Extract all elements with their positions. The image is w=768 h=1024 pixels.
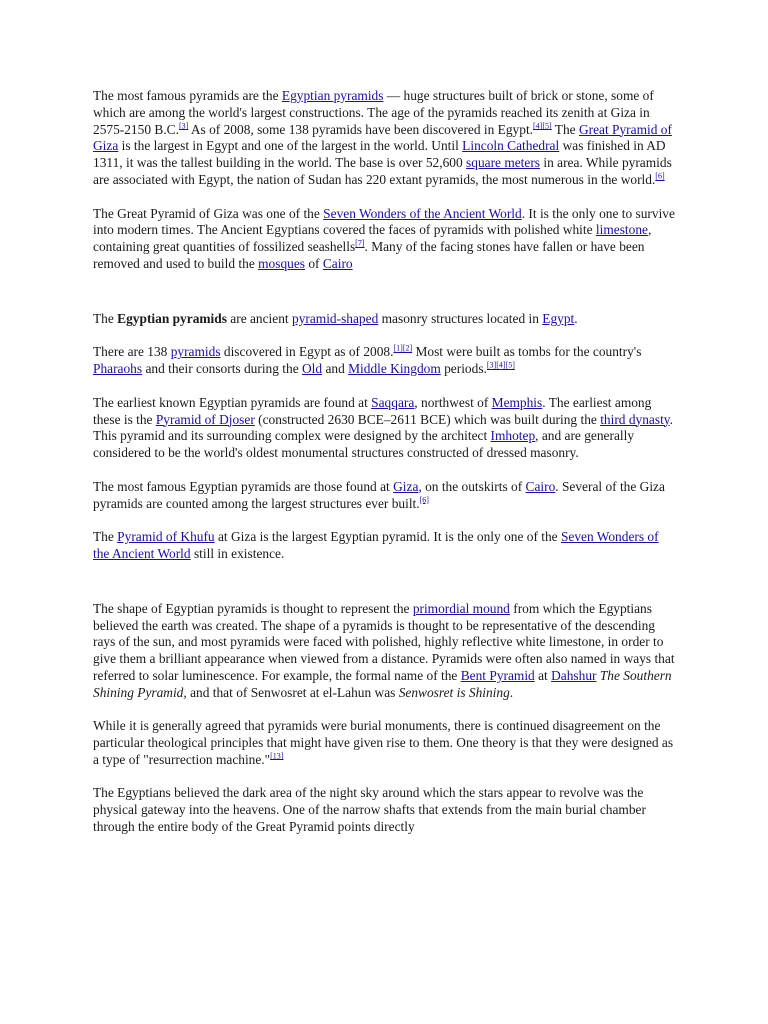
text-run: at <box>534 667 552 683</box>
text-run: . <box>574 310 578 326</box>
text-run: . Many of the facing stones have fallen or have been removed and used to build the <box>93 239 645 271</box>
link-giza[interactable]: Giza <box>393 478 419 494</box>
text-run: and their consorts during the <box>142 361 303 377</box>
link-memphis[interactable]: Memphis <box>491 394 543 410</box>
text-run: is the largest in Egypt and one of the largest in the world. Until <box>118 138 463 154</box>
text-run: discovered in Egypt as of 2008. <box>220 344 394 360</box>
link-third-dynasty[interactable]: third dynasty <box>600 411 670 427</box>
text-run: was finished in AD 1311, it was the tallest building in the world. The base is over 52,600 <box>93 138 666 171</box>
text-run: . The earliest among these is the <box>93 394 652 427</box>
text-run: . This pyramid and its surrounding complex were designed by the architect <box>93 411 673 444</box>
text-run: , northwest of <box>414 394 492 410</box>
text-run: — huge structures built of brick or stone, some of which are among the world's largest constructions. The age of the pyramids reached its zenith at Giza in 2575-2150 B.C. <box>93 88 654 137</box>
text-run: Most were built as tombs for the country's <box>412 344 642 360</box>
link-lincoln-cathedral[interactable]: Lincoln Cathedral <box>462 138 560 154</box>
text-run: The <box>93 529 118 545</box>
text-run: While it is generally agreed that pyramids were burial monuments, there is continued disagreement on the particular theological principles that might have given rise to them. One theory is that they were designed as a type of "resurrection machine." <box>93 718 674 767</box>
italic-text: Senwosret is Shining <box>398 684 510 700</box>
paragraph <box>93 206 677 273</box>
text-run: The <box>93 310 118 326</box>
citation-link[interactable]: [4][5] <box>533 121 552 131</box>
article-body <box>93 88 677 853</box>
link-egypt[interactable]: Egypt <box>542 310 575 326</box>
link-pharaohs[interactable]: Pharaohs <box>93 361 143 377</box>
link-pyramid-shaped[interactable]: pyramid-shaped <box>292 310 379 326</box>
text-run: at Giza is the largest Egyptian pyramid. It is the only one of the <box>214 529 561 545</box>
link-square-meters[interactable]: square meters <box>466 155 541 171</box>
text-run: still in existence. <box>190 545 285 561</box>
text-run: The Great Pyramid of Giza was one of the <box>93 205 324 221</box>
text-run: The most famous Egyptian pyramids are those found at <box>93 478 394 494</box>
text-run: and <box>322 361 349 377</box>
citation-link[interactable]: [13] <box>270 751 284 761</box>
italic-text: The Southern Shining Pyramid <box>93 667 672 700</box>
link-pyramid-of-djoser[interactable]: Pyramid of Djoser <box>155 411 255 427</box>
paragraph <box>93 601 677 702</box>
paragraph <box>93 785 677 835</box>
paragraph <box>93 479 677 513</box>
link-bent-pyramid[interactable]: Bent Pyramid <box>460 667 535 683</box>
text-run: . <box>509 684 514 700</box>
link-imhotep[interactable]: Imhotep <box>490 428 536 444</box>
text-run: There are 138 <box>93 344 171 360</box>
citation-ref <box>270 751 283 760</box>
bold-text: Egyptian pyramids <box>117 310 227 326</box>
text-run: The shape of Egyptian pyramids is thought to represent the <box>93 600 413 616</box>
citation-ref <box>179 121 188 130</box>
text-run: , and that of Senwosret at el-Lahun was <box>183 684 399 700</box>
link-old[interactable]: Old <box>302 361 323 377</box>
text-run: , and are generally considered to be the world's oldest monumental structures constructed of dressed masonry. <box>93 428 635 461</box>
text-run: are ancient <box>226 310 292 326</box>
citation-ref <box>420 495 429 504</box>
citation-ref <box>355 239 364 248</box>
text-run: masonry structures located in <box>378 310 543 326</box>
paragraph <box>93 88 677 189</box>
citation-ref <box>393 344 412 353</box>
text-run: The earliest known Egyptian pyramids are found at <box>93 394 372 410</box>
text-run: , on the outskirts of <box>418 478 526 494</box>
link-great-pyramid-of-giza[interactable]: Great Pyramid of Giza <box>93 121 672 154</box>
text-run: The Egyptians believed the dark area of the night sky around which the stars appear to revolve was the physical gateway into the heavens. One of the narrow shafts that extends from the main burial chamber through the entire body of the Great Pyramid points directly <box>93 785 646 835</box>
citation-link[interactable]: [6] <box>419 495 429 505</box>
citation-ref <box>533 121 552 130</box>
link-egyptian-pyramids[interactable]: Egyptian pyramids <box>281 88 384 103</box>
link-seven-wonders-of-the-ancient-world[interactable]: Seven Wonders of the Ancient World <box>323 205 522 221</box>
citation-link[interactable]: [1][2] <box>393 343 413 353</box>
paragraph <box>93 344 677 378</box>
paragraph <box>93 395 677 462</box>
citation-ref <box>487 361 515 370</box>
citation-ref <box>655 172 664 181</box>
link-middle-kingdom[interactable]: Middle Kingdom <box>348 361 441 377</box>
link-cairo[interactable]: Cairo <box>322 255 353 271</box>
text-run: . Several of the Giza pyramids are counted among the largest structures ever built. <box>93 478 665 511</box>
link-limestone[interactable]: limestone <box>595 222 648 238</box>
citation-link[interactable]: [3][4][5] <box>486 360 515 370</box>
paragraph <box>93 311 677 328</box>
link-pyramid-of-khufu[interactable]: Pyramid of Khufu <box>117 529 215 545</box>
text-run: , containing great quantities of fossilized seashells <box>93 222 652 255</box>
text-run: (constructed 2630 BCE–2611 BCE) which was built during the <box>254 411 601 427</box>
text-run: . It is the only one to survive into modern times. The Ancient Egyptians covered the faces of pyramids with polished white <box>93 205 675 238</box>
link-dahshur[interactable]: Dahshur <box>551 667 597 683</box>
citation-link[interactable]: [7] <box>355 238 365 248</box>
text-run: in area. While pyramids are associated with Egypt, the nation of Sudan has 220 extant pyramids, the most numerous in the world. <box>93 155 672 187</box>
citation-link[interactable]: [3] <box>178 121 189 131</box>
text-run: As of 2008, some 138 pyramids have been discovered in Egypt. <box>188 121 534 137</box>
citation-link[interactable]: [6] <box>655 171 665 181</box>
link-mosques[interactable]: mosques <box>258 255 305 271</box>
paragraph <box>93 529 677 563</box>
text-run: of <box>305 255 323 271</box>
link-primordial-mound[interactable]: primordial mound <box>412 600 510 616</box>
text-run: The most famous pyramids are the <box>93 88 282 103</box>
text-run: The <box>551 121 579 137</box>
paragraph <box>93 718 677 768</box>
link-seven-wonders-of-the-ancient-world[interactable]: Seven Wonders of the Ancient World <box>93 529 659 561</box>
text-run: periods. <box>440 361 487 377</box>
text-run: from which the Egyptians believed the earth was created. The shape of a pyramids is thought to be representative of the descending rays of the sun, and most pyramids were faced with polished, highly reflective white limestone, in order to give them a brilliant appearance when viewed from a distance. Pyramids were often also named in ways that referred to solar luminescence. For example, the formal name of the <box>93 600 675 683</box>
link-cairo[interactable]: Cairo <box>525 478 556 494</box>
link-saqqara[interactable]: Saqqara <box>371 394 415 410</box>
link-pyramids[interactable]: pyramids <box>170 344 221 360</box>
